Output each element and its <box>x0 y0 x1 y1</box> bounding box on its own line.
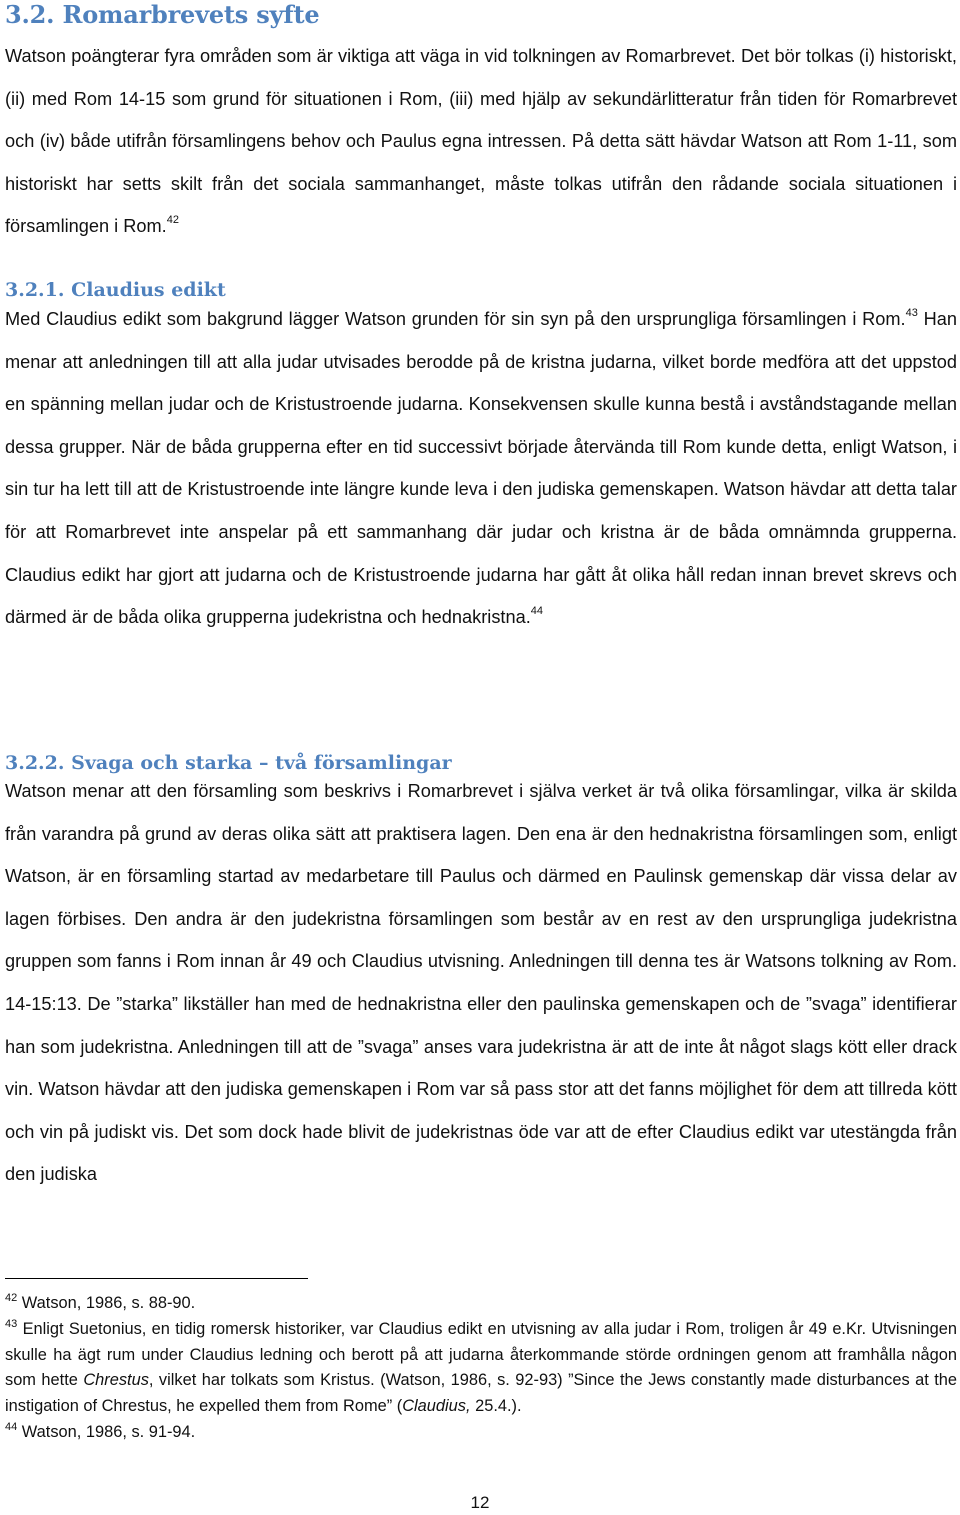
footnote-42 <box>5 1291 957 1317</box>
footnote-43 <box>5 1317 957 1420</box>
footnote-44 <box>5 1420 957 1446</box>
footnote-text: Watson, 1986, s. 88-90. <box>17 1294 196 1312</box>
footnote-number: 43 <box>5 1317 18 1330</box>
paragraph-text: Watson poängterar fyra områden som är viktiga att väga in vid tolkningen av Romarbrevet. Det bör tolkas (i) historiskt, (ii) med Rom 14-15 som grund för situationen i Rom, (iii) med hjälp av sekundärlitteratur från tiden för Romarbrevet och (iv) både utifrån församlingens behov och Paulus egna intressen. På detta sätt hävdar Watson att Rom 1-11, som historiskt har setts skilt från det sociala sammanhanget, måste tolkas utifrån den rådande sociala situationen i församlingen i Rom. <box>5 46 957 237</box>
footnote-ref-42[interactable]: 42 <box>166 214 179 227</box>
footnote-text: Enligt Suetonius, en tidig romersk historiker, var Claudius edikt en utvisning av alla judar i Rom, troligen år 49 e.Kr. Utvisningen skulle ha ägt rum under Claudius ledning och berott på att judarna återkommande störde ordningen genom att framhålla någon som hette <box>5 1319 957 1390</box>
footnote-separator <box>5 1278 308 1279</box>
paragraph-text: Med Claudius edikt som bakgrund lägger Watson grunden för sin syn på den ursprungliga församlingen i Rom. <box>5 309 906 329</box>
paragraph-purpose <box>5 35 957 248</box>
footnote-ref-43[interactable]: 43 <box>905 307 918 319</box>
footnote-italic-claudius: Claudius, <box>402 1397 471 1416</box>
footnote-number: 42 <box>5 1292 18 1304</box>
paragraph-text: Han menar att anledningen till att alla judar utvisades berodde på de kristna judarna, vilket borde medföra att det uppstod en spänning mellan judar och de Kristustroende judarna. Konsekvensen skulle kunna bestå i avståndstagande mellan dessa grupper. När de båda grupperna efter en tid successivt började återvända till Rom kunde detta, enligt Watson, i sin tur ha lett till att de Kristustroende inte längre kunde leva i den judiska gemenskapen. Watson hävdar att detta talar för att Romarbrevet inte anspelar på ett sammanhang där judar och kristna är de båda omnämnda grupperna. Claudius edikt har gjort att judarna och de Kristustroende judarna har gått åt olika håll redan innan brevet skrevs och därmed är de båda olika grupperna judekristna och hednakristna. <box>5 309 958 628</box>
footnote-text: , vilket har tolkats som Kristus. (Watson, 1986, s. 92-93) ”Since the Jews constantly made disturbances at the instigation of Chrestus, he expelled them from Rome” ( <box>5 1371 958 1416</box>
footnote-text: 25.4.). <box>470 1397 522 1416</box>
page-number: 12 <box>470 1493 490 1512</box>
paragraph-weak-strong: Watson menar att den församling som beskrivs i Romarbrevet i själva verket är två olika församlingar, vilka är skilda från varandra på grund av deras olika sätt att praktisera lagen. Den ena är den hednakristna församlingen som, enligt Watson, är en församling startad av medarbetare till Paulus och därmed en Paulinsk gemenskap där vissa delar av lagen förbises. Den andra är den judekristna församlingen som består av en rest av den ursprungliga judekristna gruppen som fanns i Rom innan år 49 och Claudius utvisning. Anledningen till denna tes är Watsons tolkning av Rom. 14-15:13. De ”starka” likställer han med de hednakristna eller den paulinska gemenskapen och de ”svaga” identifierar han som judekristna. Anledningen till att de ”svaga” anses vara judekristna är att de inte åt något slags kött eller drack vin. Watson hävdar att den judiska gemenskapen i Rom var så pass stor att det fanns möjlighet för dem att tillreda kött och vin på judiskt vis. Det som dock hade blivit de judekristnas öde var att de efter Claudius edikt var utestängda från den judiska <box>5 781 957 1185</box>
paragraph-claudius <box>5 298 957 639</box>
footnote-ref-44[interactable]: 44 <box>530 605 544 618</box>
subsection-heading-weak-strong: 3.2.2. Svaga och starka – två församlingar <box>5 752 452 774</box>
subsection-heading-claudius: 3.2.1. Claudius edikt <box>5 279 226 301</box>
footnotes <box>5 1291 957 1446</box>
footnote-italic-chrestus: Chrestus <box>83 1371 149 1390</box>
footnote-text: Watson, 1986, s. 91-94. <box>17 1422 196 1441</box>
section-heading: 3.2. Romarbrevets syfte <box>5 0 320 29</box>
footnote-number: 44 <box>5 1420 18 1433</box>
